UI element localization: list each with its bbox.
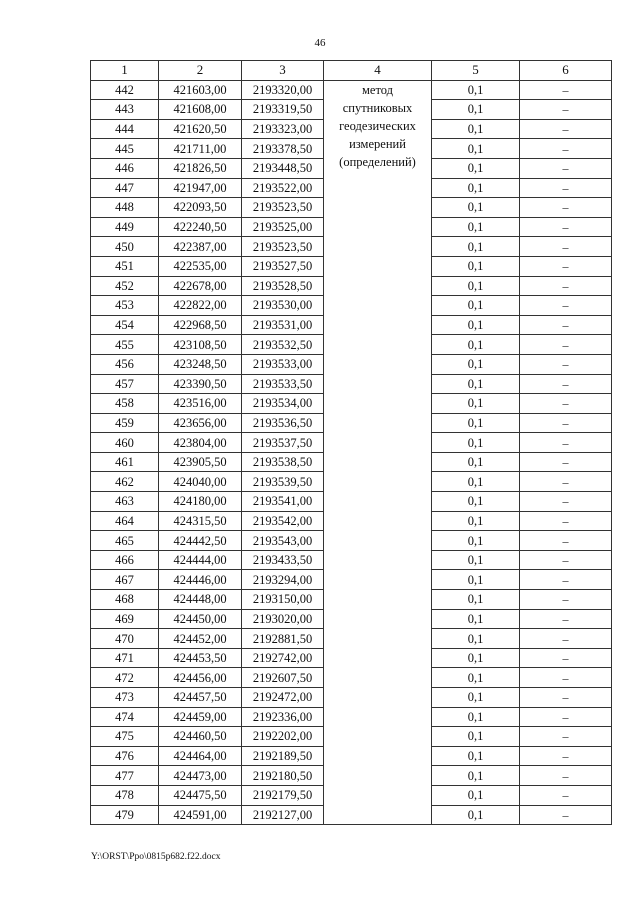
x-coordinate-cell: 423108,50 — [159, 335, 242, 355]
x-coordinate-cell: 423516,00 — [159, 394, 242, 414]
x-coordinate-cell: 422387,00 — [159, 237, 242, 257]
description-cell: – — [520, 100, 612, 120]
description-cell: – — [520, 158, 612, 178]
point-number-cell: 471 — [91, 648, 159, 668]
x-coordinate-cell: 424442,50 — [159, 531, 242, 551]
description-cell: – — [520, 629, 612, 649]
y-coordinate-cell: 2193536,50 — [242, 413, 324, 433]
y-coordinate-cell: 2193541,00 — [242, 492, 324, 512]
description-cell: – — [520, 217, 612, 237]
point-number-cell: 465 — [91, 531, 159, 551]
x-coordinate-cell: 421608,00 — [159, 100, 242, 120]
description-cell: – — [520, 296, 612, 316]
description-cell: – — [520, 746, 612, 766]
description-cell: – — [520, 452, 612, 472]
y-coordinate-cell: 2193378,50 — [242, 139, 324, 159]
method-line: спутниковых — [342, 100, 413, 115]
accuracy-cell: 0,1 — [432, 570, 520, 590]
column-header-5: 5 — [432, 61, 520, 81]
point-number-cell: 462 — [91, 472, 159, 492]
point-number-cell: 446 — [91, 158, 159, 178]
description-cell: – — [520, 374, 612, 394]
description-cell: – — [520, 511, 612, 531]
column-header-3: 3 — [242, 61, 324, 81]
point-number-cell: 474 — [91, 707, 159, 727]
footer-file-path: Y:\ORST\Ppo\0815p682.f22.docx — [91, 852, 221, 862]
point-number-cell: 461 — [91, 452, 159, 472]
description-cell: – — [520, 531, 612, 551]
point-number-cell: 468 — [91, 590, 159, 610]
description-cell: – — [520, 315, 612, 335]
y-coordinate-cell: 2192127,00 — [242, 805, 324, 825]
description-cell: – — [520, 178, 612, 198]
y-coordinate-cell: 2193294,00 — [242, 570, 324, 590]
accuracy-cell: 0,1 — [432, 688, 520, 708]
accuracy-cell: 0,1 — [432, 668, 520, 688]
point-number-cell: 445 — [91, 139, 159, 159]
x-coordinate-cell: 424453,50 — [159, 648, 242, 668]
accuracy-cell: 0,1 — [432, 531, 520, 551]
y-coordinate-cell: 2192179,50 — [242, 785, 324, 805]
point-number-cell: 460 — [91, 433, 159, 453]
x-coordinate-cell: 422968,50 — [159, 315, 242, 335]
description-cell: – — [520, 276, 612, 296]
x-coordinate-cell: 421620,50 — [159, 119, 242, 139]
point-number-cell: 456 — [91, 354, 159, 374]
y-coordinate-cell: 2193323,00 — [242, 119, 324, 139]
description-cell: – — [520, 609, 612, 629]
point-number-cell: 443 — [91, 100, 159, 120]
description-cell: – — [520, 766, 612, 786]
page-number: 46 — [314, 37, 326, 49]
x-coordinate-cell: 421947,00 — [159, 178, 242, 198]
table-body — [91, 80, 612, 825]
x-coordinate-cell: 424475,50 — [159, 785, 242, 805]
description-cell: – — [520, 256, 612, 276]
accuracy-cell: 0,1 — [432, 648, 520, 668]
x-coordinate-cell: 423905,50 — [159, 452, 242, 472]
point-number-cell: 448 — [91, 198, 159, 218]
x-coordinate-cell: 422822,00 — [159, 296, 242, 316]
point-number-cell: 454 — [91, 315, 159, 335]
y-coordinate-cell: 2192607,50 — [242, 668, 324, 688]
x-coordinate-cell: 424452,00 — [159, 629, 242, 649]
table-header-row — [91, 61, 612, 81]
description-cell: – — [520, 590, 612, 610]
x-coordinate-cell: 424459,00 — [159, 707, 242, 727]
y-coordinate-cell: 2192202,00 — [242, 727, 324, 747]
x-coordinate-cell: 423656,00 — [159, 413, 242, 433]
x-coordinate-cell: 422093,50 — [159, 198, 242, 218]
method-line: измерений — [349, 136, 406, 151]
x-coordinate-cell: 424446,00 — [159, 570, 242, 590]
x-coordinate-cell: 423804,00 — [159, 433, 242, 453]
y-coordinate-cell: 2192336,00 — [242, 707, 324, 727]
accuracy-cell: 0,1 — [432, 727, 520, 747]
description-cell: – — [520, 80, 612, 100]
y-coordinate-cell: 2192742,00 — [242, 648, 324, 668]
accuracy-cell: 0,1 — [432, 374, 520, 394]
point-number-cell: 442 — [91, 80, 159, 100]
x-coordinate-cell: 423248,50 — [159, 354, 242, 374]
point-number-cell: 477 — [91, 766, 159, 786]
description-cell: – — [520, 394, 612, 414]
x-coordinate-cell: 422678,00 — [159, 276, 242, 296]
accuracy-cell: 0,1 — [432, 452, 520, 472]
x-coordinate-cell: 423390,50 — [159, 374, 242, 394]
x-coordinate-cell: 424444,00 — [159, 550, 242, 570]
accuracy-cell: 0,1 — [432, 335, 520, 355]
description-cell: – — [520, 688, 612, 708]
accuracy-cell: 0,1 — [432, 119, 520, 139]
point-number-cell: 451 — [91, 256, 159, 276]
accuracy-cell: 0,1 — [432, 805, 520, 825]
table-row — [91, 80, 612, 100]
y-coordinate-cell: 2193433,50 — [242, 550, 324, 570]
accuracy-cell: 0,1 — [432, 217, 520, 237]
coordinates-table — [90, 60, 612, 825]
description-cell: – — [520, 550, 612, 570]
point-number-cell: 449 — [91, 217, 159, 237]
point-number-cell: 450 — [91, 237, 159, 257]
description-cell: – — [520, 707, 612, 727]
accuracy-cell: 0,1 — [432, 472, 520, 492]
accuracy-cell: 0,1 — [432, 237, 520, 257]
x-coordinate-cell: 421826,50 — [159, 158, 242, 178]
description-cell: – — [520, 648, 612, 668]
point-number-cell: 458 — [91, 394, 159, 414]
y-coordinate-cell: 2193538,50 — [242, 452, 324, 472]
y-coordinate-cell: 2193537,50 — [242, 433, 324, 453]
description-cell: – — [520, 805, 612, 825]
y-coordinate-cell: 2193528,50 — [242, 276, 324, 296]
y-coordinate-cell: 2193320,00 — [242, 80, 324, 100]
point-number-cell: 470 — [91, 629, 159, 649]
accuracy-cell: 0,1 — [432, 433, 520, 453]
accuracy-cell: 0,1 — [432, 590, 520, 610]
point-number-cell: 466 — [91, 550, 159, 570]
y-coordinate-cell: 2192472,00 — [242, 688, 324, 708]
y-coordinate-cell: 2193523,50 — [242, 198, 324, 218]
accuracy-cell: 0,1 — [432, 492, 520, 512]
accuracy-cell: 0,1 — [432, 413, 520, 433]
description-cell: – — [520, 492, 612, 512]
method-line: (определений) — [339, 154, 416, 169]
point-number-cell: 464 — [91, 511, 159, 531]
point-number-cell: 455 — [91, 335, 159, 355]
accuracy-cell: 0,1 — [432, 276, 520, 296]
column-header-6: 6 — [520, 61, 612, 81]
y-coordinate-cell: 2193534,00 — [242, 394, 324, 414]
x-coordinate-cell: 424457,50 — [159, 688, 242, 708]
point-number-cell: 478 — [91, 785, 159, 805]
point-number-cell: 476 — [91, 746, 159, 766]
accuracy-cell: 0,1 — [432, 256, 520, 276]
point-number-cell: 447 — [91, 178, 159, 198]
x-coordinate-cell: 424180,00 — [159, 492, 242, 512]
accuracy-cell: 0,1 — [432, 100, 520, 120]
x-coordinate-cell: 424450,00 — [159, 609, 242, 629]
y-coordinate-cell: 2193531,00 — [242, 315, 324, 335]
point-number-cell: 469 — [91, 609, 159, 629]
x-coordinate-cell: 422240,50 — [159, 217, 242, 237]
column-header-1: 1 — [91, 61, 159, 81]
y-coordinate-cell: 2193532,50 — [242, 335, 324, 355]
description-cell: – — [520, 472, 612, 492]
point-number-cell: 467 — [91, 570, 159, 590]
accuracy-cell: 0,1 — [432, 707, 520, 727]
point-number-cell: 457 — [91, 374, 159, 394]
y-coordinate-cell: 2192881,50 — [242, 629, 324, 649]
accuracy-cell: 0,1 — [432, 394, 520, 414]
point-number-cell: 463 — [91, 492, 159, 512]
column-header-2: 2 — [159, 61, 242, 81]
accuracy-cell: 0,1 — [432, 766, 520, 786]
accuracy-cell: 0,1 — [432, 550, 520, 570]
x-coordinate-cell: 424448,00 — [159, 590, 242, 610]
description-cell: – — [520, 570, 612, 590]
point-number-cell: 472 — [91, 668, 159, 688]
x-coordinate-cell: 424473,00 — [159, 766, 242, 786]
method-line: метод — [361, 82, 393, 97]
x-coordinate-cell: 424464,00 — [159, 746, 242, 766]
y-coordinate-cell: 2193150,00 — [242, 590, 324, 610]
description-cell: – — [520, 119, 612, 139]
accuracy-cell: 0,1 — [432, 158, 520, 178]
method-line: геодезических — [339, 118, 416, 133]
x-coordinate-cell: 421711,00 — [159, 139, 242, 159]
accuracy-cell: 0,1 — [432, 80, 520, 100]
point-number-cell: 475 — [91, 727, 159, 747]
y-coordinate-cell: 2193527,50 — [242, 256, 324, 276]
description-cell: – — [520, 335, 612, 355]
y-coordinate-cell: 2193533,00 — [242, 354, 324, 374]
y-coordinate-cell: 2193525,00 — [242, 217, 324, 237]
y-coordinate-cell: 2192180,50 — [242, 766, 324, 786]
x-coordinate-cell: 424315,50 — [159, 511, 242, 531]
y-coordinate-cell: 2193530,00 — [242, 296, 324, 316]
description-cell: – — [520, 727, 612, 747]
y-coordinate-cell: 2193448,50 — [242, 158, 324, 178]
description-cell: – — [520, 785, 612, 805]
x-coordinate-cell: 424460,50 — [159, 727, 242, 747]
point-number-cell: 453 — [91, 296, 159, 316]
description-cell: – — [520, 139, 612, 159]
y-coordinate-cell: 2193020,00 — [242, 609, 324, 629]
x-coordinate-cell: 421603,00 — [159, 80, 242, 100]
accuracy-cell: 0,1 — [432, 746, 520, 766]
x-coordinate-cell: 424591,00 — [159, 805, 242, 825]
point-number-cell: 479 — [91, 805, 159, 825]
y-coordinate-cell: 2193523,50 — [242, 237, 324, 257]
point-number-cell: 473 — [91, 688, 159, 708]
point-number-cell: 459 — [91, 413, 159, 433]
accuracy-cell: 0,1 — [432, 785, 520, 805]
y-coordinate-cell: 2193522,00 — [242, 178, 324, 198]
accuracy-cell: 0,1 — [432, 354, 520, 374]
y-coordinate-cell: 2192189,50 — [242, 746, 324, 766]
accuracy-cell: 0,1 — [432, 609, 520, 629]
x-coordinate-cell: 424456,00 — [159, 668, 242, 688]
y-coordinate-cell: 2193533,50 — [242, 374, 324, 394]
accuracy-cell: 0,1 — [432, 511, 520, 531]
accuracy-cell: 0,1 — [432, 139, 520, 159]
x-coordinate-cell: 424040,00 — [159, 472, 242, 492]
x-coordinate-cell: 422535,00 — [159, 256, 242, 276]
y-coordinate-cell: 2193543,00 — [242, 531, 324, 551]
column-header-4: 4 — [324, 61, 432, 81]
description-cell: – — [520, 354, 612, 374]
accuracy-cell: 0,1 — [432, 296, 520, 316]
y-coordinate-cell: 2193542,00 — [242, 511, 324, 531]
point-number-cell: 452 — [91, 276, 159, 296]
description-cell: – — [520, 668, 612, 688]
description-cell: – — [520, 433, 612, 453]
accuracy-cell: 0,1 — [432, 315, 520, 335]
description-cell: – — [520, 413, 612, 433]
accuracy-cell: 0,1 — [432, 629, 520, 649]
accuracy-cell: 0,1 — [432, 198, 520, 218]
description-cell: – — [520, 237, 612, 257]
y-coordinate-cell: 2193539,50 — [242, 472, 324, 492]
point-number-cell: 444 — [91, 119, 159, 139]
accuracy-cell: 0,1 — [432, 178, 520, 198]
description-cell: – — [520, 198, 612, 218]
y-coordinate-cell: 2193319,50 — [242, 100, 324, 120]
method-cell — [324, 80, 432, 825]
